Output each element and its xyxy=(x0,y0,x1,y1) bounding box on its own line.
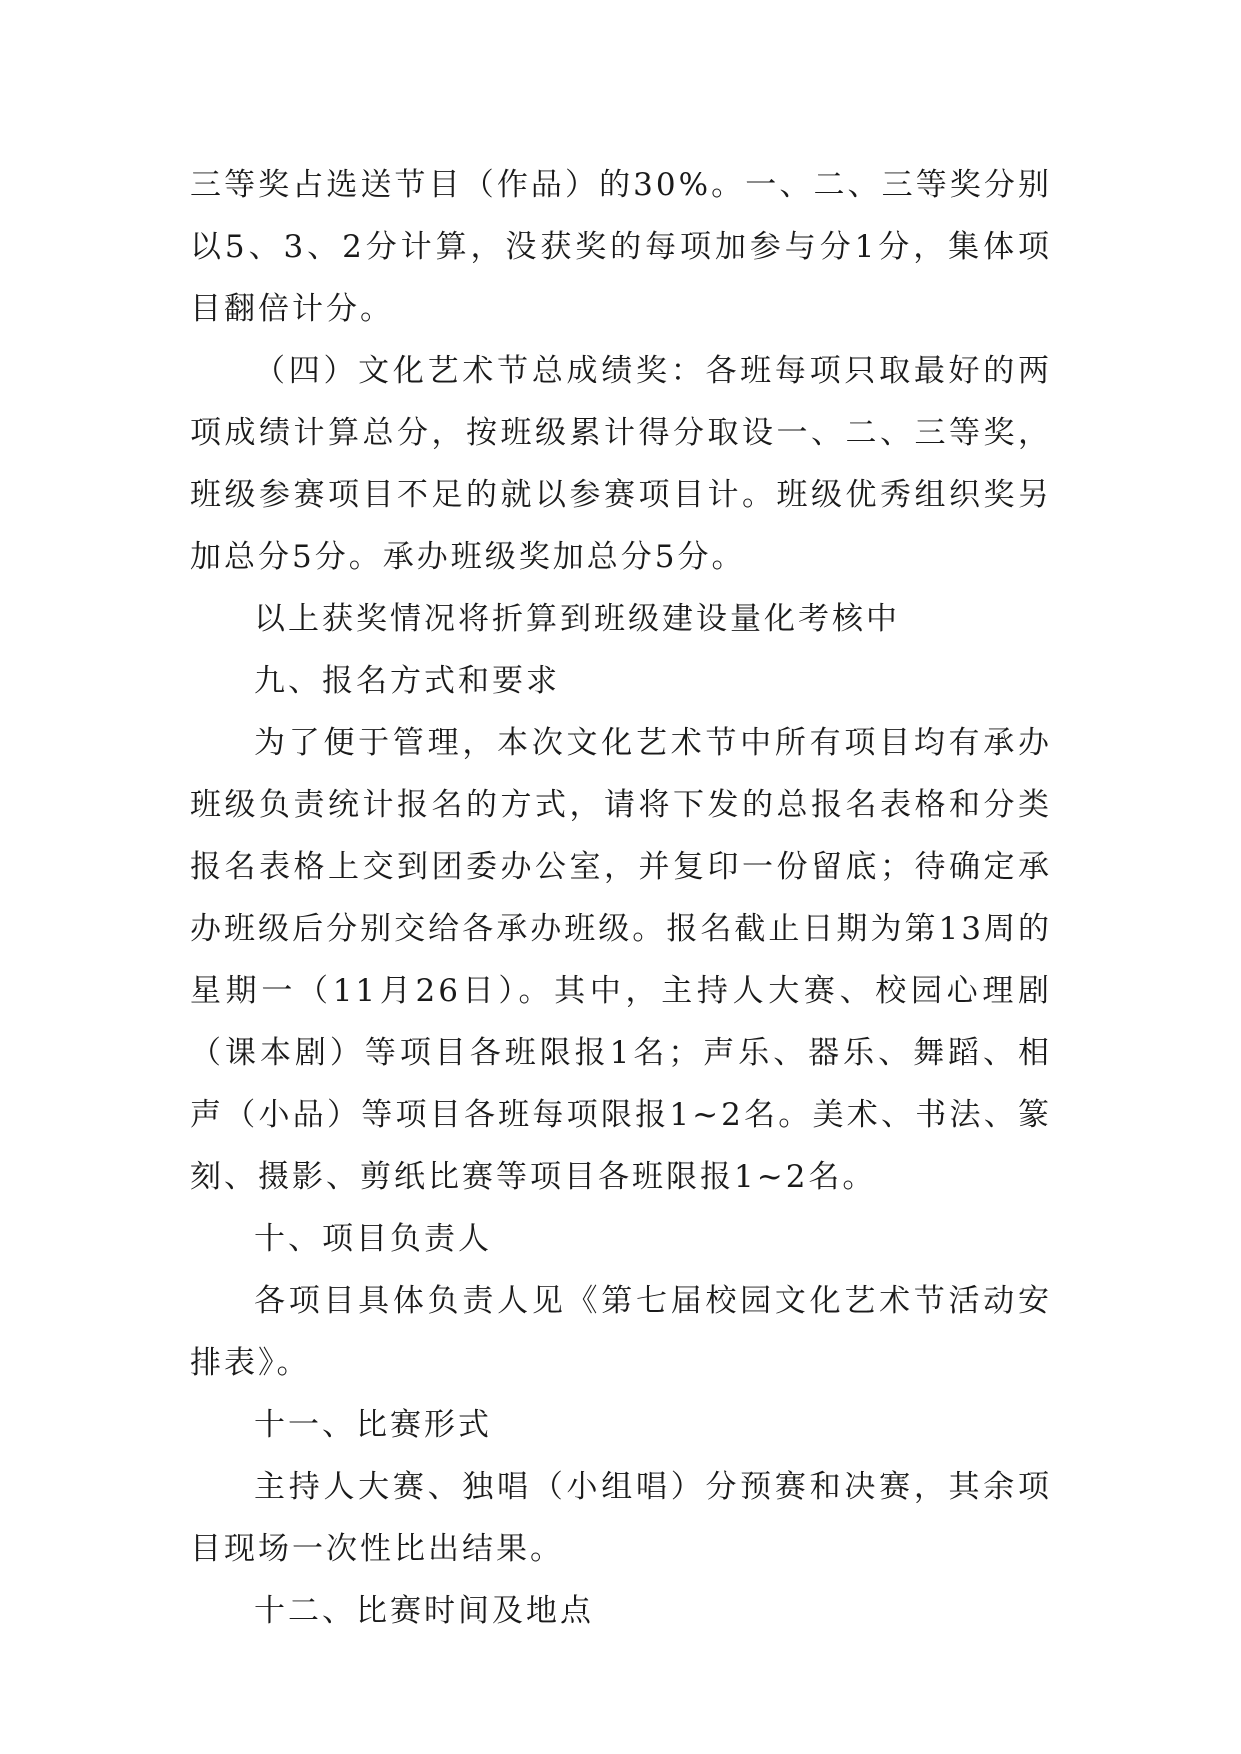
paragraph-competition-format: 主持人大赛、独唱（小组唱）分预赛和决赛，其余项目现场一次性比出结果。 xyxy=(190,1469,1052,1567)
section-heading-registration: 九、报名方式和要求 xyxy=(254,663,560,699)
section-heading-competition-format: 十一、比赛形式 xyxy=(254,1407,492,1443)
section-heading-project-leads: 十、项目负责人 xyxy=(254,1221,492,1257)
document-body xyxy=(190,154,1052,1642)
paragraph-project-leads: 各项目具体负责人见《第七届校园文化艺术节活动安排表》。 xyxy=(190,1283,1052,1381)
section-heading-time-and-venue: 十二、比赛时间及地点 xyxy=(254,1593,594,1629)
paragraph-registration-details: 为了便于管理，本次文化艺术节中所有项目均有承办班级负责统计报名的方式，请将下发的总报名表格和分类报名表格上交到团委办公室，并复印一份留底；待确定承办班级后分别交给各承办班级。报名截止日期为第13周的星期一（11月26日）。其中，主持人大赛、校园心理剧（课本剧）等项目各班限报1名；声乐、器乐、舞蹈、相声（小品）等项目各班每项限报1~2名。美术、书法、篆刻、摄影、剪纸比赛等项目各班限报1~2名。 xyxy=(190,725,1052,1195)
paragraph-overall-award: （四）文化艺术节总成绩奖：各班每项只取最好的两项成绩计算总分，按班级累计得分取设一、二、三等奖，班级参赛项目不足的就以参赛项目计。班级优秀组织奖另加总分5分。承办班级奖加总分5分。 xyxy=(190,353,1052,575)
paragraph-quantified-assessment: 以上获奖情况将折算到班级建设量化考核中 xyxy=(254,601,900,637)
paragraph-prize-scoring: 三等奖占选送节目（作品）的30%。一、二、三等奖分别以5、3、2分计算，没获奖的每项加参与分1分，集体项目翻倍计分。 xyxy=(190,167,1052,327)
